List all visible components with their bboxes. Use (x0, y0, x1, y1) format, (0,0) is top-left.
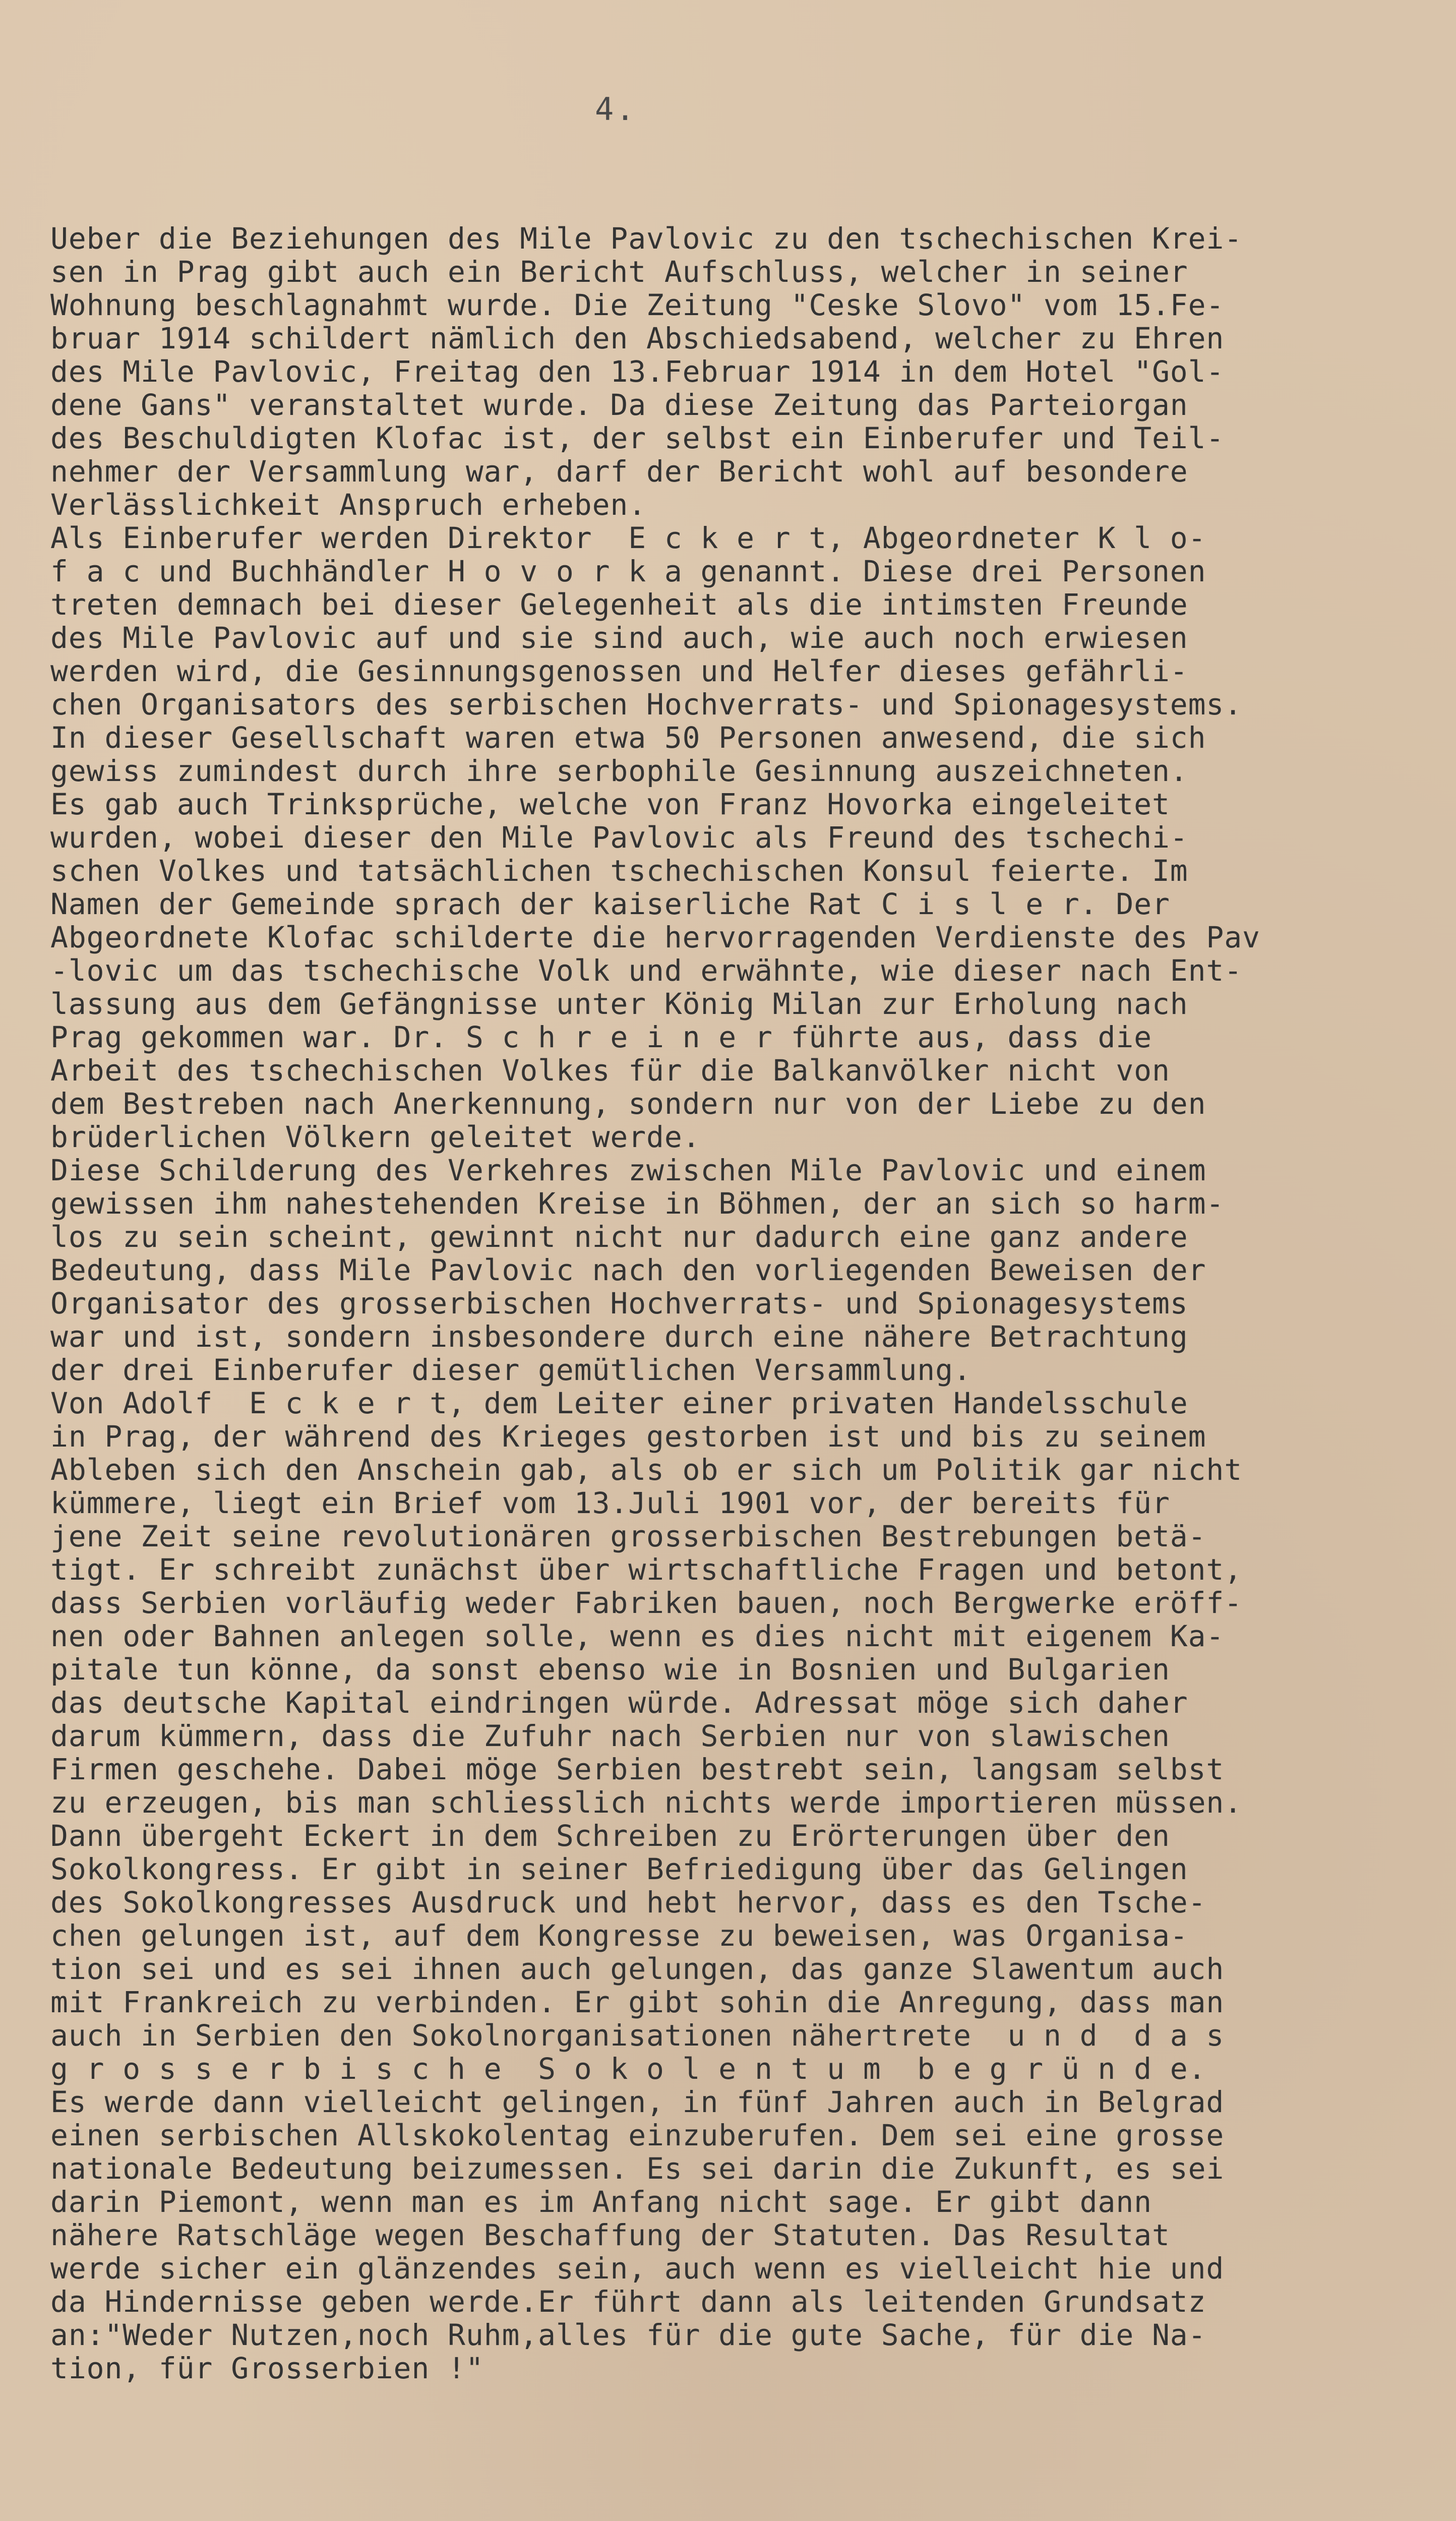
text-line: des Sokolkongresses Ausdruck und hebt hervor, dass es den Tsche- (50, 1885, 1206, 1919)
text-line: In dieser Gesellschaft waren etwa 50 Personen anwesend, die sich (50, 721, 1206, 755)
text-line: Diese Schilderung des Verkehres zwischen Mile Pavlovic und einem (50, 1153, 1206, 1187)
text-line: Von Adolf E c k e r t, dem Leiter einer privaten Handelsschule (50, 1386, 1188, 1420)
text-line: Arbeit des tschechischen Volkes für die Balkanvölker nicht von (50, 1053, 1170, 1088)
text-line: g r o s s e r b i s c h e S o k o l e n t u m b e g r ü n d e. (50, 2052, 1206, 2086)
text-line: der drei Einberufer dieser gemütlichen Versammlung. (50, 1353, 972, 1387)
text-line: nehmer der Versammlung war, darf der Bericht wohl auf besondere (50, 454, 1188, 489)
text-line: brüderlichen Völkern geleitet werde. (50, 1120, 701, 1154)
text-line: werde sicher ein glänzendes sein, auch wenn es vielleicht hie und (50, 2251, 1225, 2286)
text-line: des Mile Pavlovic, Freitag den 13.Februar 1914 in dem Hotel "Gol- (50, 354, 1225, 389)
text-line: wurden, wobei dieser den Mile Pavlovic als Freund des tschechi- (50, 820, 1188, 855)
text-line: das deutsche Kapital eindringen würde. Adressat möge sich daher (50, 1686, 1188, 1720)
text-line: Abgeordnete Klofac schilderte die hervorragenden Verdienste des Pav (50, 920, 1260, 954)
text-line: tigt. Er schreibt zunächst über wirtschaftliche Fragen und betont, (50, 1552, 1243, 1587)
text-line: da Hindernisse geben werde.Er führt dann als leitenden Grundsatz (50, 2285, 1206, 2319)
text-line: Als Einberufer werden Direktor E c k e r t, Abgeordneter K l o- (50, 521, 1206, 555)
text-line: pitale tun könne, da sonst ebenso wie in Bosnien und Bulgarien (50, 1652, 1170, 1687)
text-line: Prag gekommen war. Dr. S c h r e i n e r führte aus, dass die (50, 1020, 1152, 1054)
text-line: Es werde dann vielleicht gelingen, in fünf Jahren auch in Belgrad (50, 2085, 1225, 2119)
text-line: Verlässlichkeit Anspruch erheben. (50, 488, 647, 522)
text-line: -lovic um das tschechische Volk und erwähnte, wie dieser nach Ent- (50, 953, 1243, 988)
text-line: kümmere, liegt ein Brief vom 13.Juli 1901 vor, der bereits für (50, 1486, 1170, 1520)
text-line: Namen der Gemeinde sprach der kaiserliche Rat C i s l e r. Der (50, 887, 1170, 921)
text-line: zu erzeugen, bis man schliesslich nichts werde importieren müssen. (50, 1785, 1243, 1820)
text-line: f a c und Buchhändler H o v o r k a genannt. Diese drei Personen (50, 554, 1206, 588)
text-line: Organisator des grosserbischen Hochverrats- und Spionagesystems (50, 1286, 1188, 1320)
text-line: jene Zeit seine revolutionären grosserbischen Bestrebungen betä- (50, 1519, 1206, 1553)
text-line: des Beschuldigten Klofac ist, der selbst ein Einberufer und Teil- (50, 421, 1225, 455)
text-line: auch in Serbien den Sokolnorganisationen nähertrete u n d d a s (50, 2018, 1225, 2053)
text-line: Bedeutung, dass Mile Pavlovic nach den vorliegenden Beweisen der (50, 1253, 1206, 1287)
text-line: treten demnach bei dieser Gelegenheit als die intimsten Freunde (50, 587, 1188, 622)
text-line: einen serbischen Allskokolentag einzuberufen. Dem sei eine grosse (50, 2118, 1225, 2152)
document-body (50, 222, 1412, 2385)
text-line: werden wird, die Gesinnungsgenossen und Helfer dieses gefährli- (50, 654, 1188, 688)
text-line: los zu sein scheint, gewinnt nicht nur dadurch eine ganz andere (50, 1220, 1188, 1254)
text-line: nähere Ratschläge wegen Beschaffung der Statuten. Das Resultat (50, 2218, 1170, 2252)
text-line: Ueber die Beziehungen des Mile Pavlovic zu den tschechischen Krei- (50, 221, 1243, 256)
text-line: war und ist, sondern insbesondere durch eine nähere Betrachtung (50, 1319, 1188, 1354)
text-line: Ableben sich den Anschein gab, als ob er sich um Politik gar nicht (50, 1453, 1243, 1487)
text-line: Sokolkongress. Er gibt in seiner Befriedigung über das Gelingen (50, 1852, 1188, 1886)
text-line: sen in Prag gibt auch ein Bericht Aufschluss, welcher in seiner (50, 255, 1188, 289)
text-line: dene Gans" veranstaltet wurde. Da diese Zeitung das Parteiorgan (50, 388, 1188, 422)
text-line: chen Organisators des serbischen Hochverrats- und Spionagesystems. (50, 687, 1243, 722)
text-line: tion sei und es sei ihnen auch gelungen, das ganze Slawentum auch (50, 1952, 1225, 1986)
text-line: gewissen ihm nahestehenden Kreise in Böhmen, der an sich so harm- (50, 1186, 1225, 1221)
text-line: chen gelungen ist, auf dem Kongresse zu beweisen, was Organisa- (50, 1918, 1188, 1953)
page-number: 4. (595, 91, 637, 128)
text-line: dem Bestreben nach Anerkennung, sondern nur von der Liebe zu den (50, 1087, 1206, 1121)
text-line: Es gab auch Trinksprüche, welche von Franz Hovorka eingeleitet (50, 787, 1170, 821)
text-line: an:"Weder Nutzen,noch Ruhm,alles für die gute Sache, für die Na- (50, 2318, 1206, 2352)
text-line: schen Volkes und tatsächlichen tschechischen Konsul feierte. Im (50, 854, 1188, 888)
text-line: lassung aus dem Gefängnisse unter König Milan zur Erholung nach (50, 987, 1188, 1021)
text-line: bruar 1914 schildert nämlich den Abschiedsabend, welcher zu Ehren (50, 321, 1225, 355)
text-line: gewiss zumindest durch ihre serbophile Gesinnung auszeichneten. (50, 754, 1188, 788)
text-line: tion, für Grosserbien !" (50, 2351, 484, 2385)
text-line: Wohnung beschlagnahmt wurde. Die Zeitung "Ceske Slovo" vom 15.Fe- (50, 288, 1225, 322)
text-line: Firmen geschehe. Dabei möge Serbien bestrebt sein, langsam selbst (50, 1752, 1225, 1786)
text-line: des Mile Pavlovic auf und sie sind auch, wie auch noch erwiesen (50, 621, 1188, 655)
text-line: in Prag, der während des Krieges gestorben ist und bis zu seinem (50, 1419, 1206, 1454)
text-line: dass Serbien vorläufig weder Fabriken bauen, noch Bergwerke eröff- (50, 1586, 1243, 1620)
text-line: mit Frankreich zu verbinden. Er gibt sohin die Anregung, dass man (50, 1985, 1225, 2019)
text-line: darin Piemont, wenn man es im Anfang nicht sage. Er gibt dann (50, 2185, 1152, 2219)
text-line: Dann übergeht Eckert in dem Schreiben zu Erörterungen über den (50, 1819, 1170, 1853)
text-line: nen oder Bahnen anlegen solle, wenn es dies nicht mit eigenem Ka- (50, 1619, 1225, 1653)
text-line: nationale Bedeutung beizumessen. Es sei darin die Zukunft, es sei (50, 2151, 1225, 2186)
text-line: darum kümmern, dass die Zufuhr nach Serbien nur von slawischen (50, 1719, 1170, 1753)
